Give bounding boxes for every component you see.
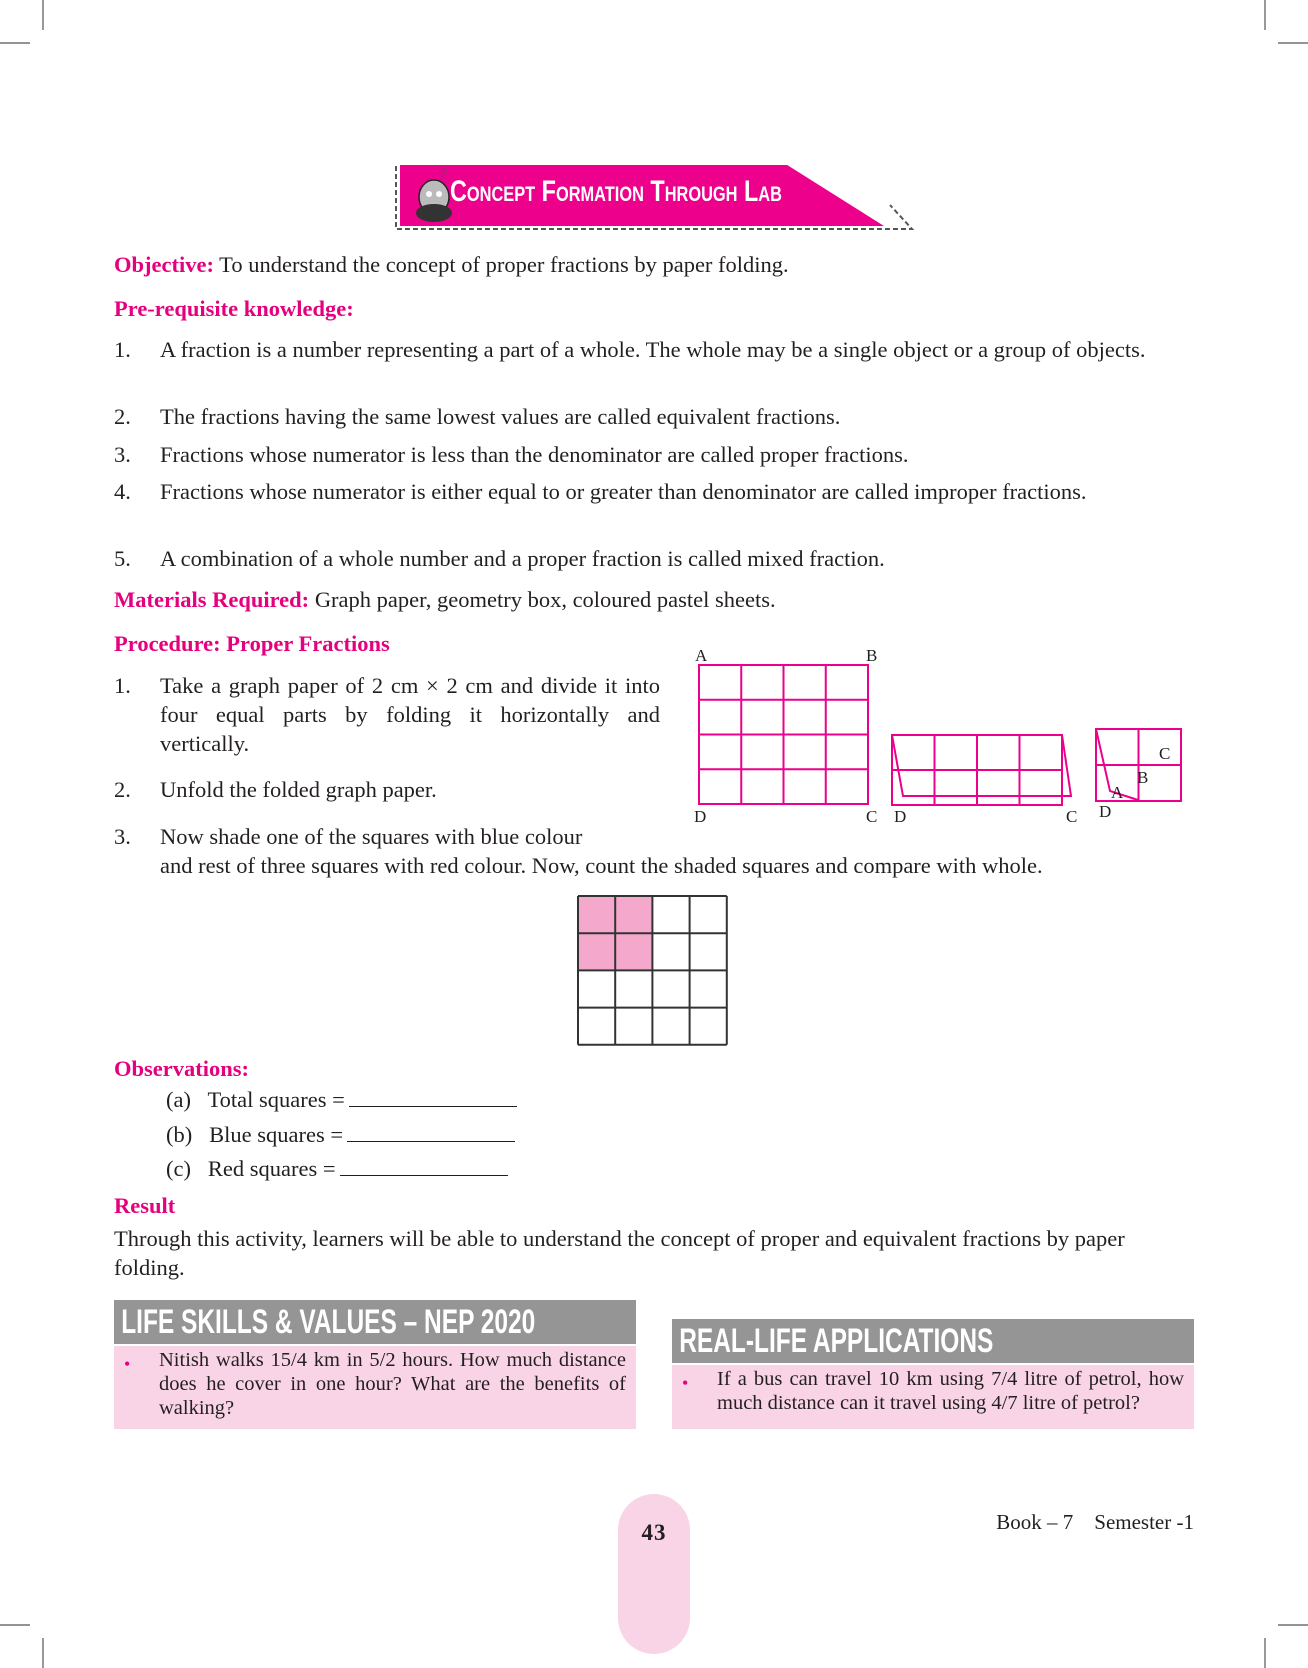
item-number: 2. xyxy=(114,777,131,802)
shaded-cell xyxy=(578,896,615,933)
item-text: Unfold the folded graph paper. xyxy=(160,777,437,802)
answer-blank[interactable] xyxy=(347,1123,515,1142)
item-text: A fraction is a number representing a part of a whole. The whole may be a single object or a group of objects. xyxy=(160,337,1146,362)
label-b-small: B xyxy=(1137,768,1149,787)
page-number: 43 xyxy=(641,1520,667,1545)
item-number: 5. xyxy=(114,546,131,571)
procedure-item xyxy=(114,671,660,758)
observation-text: Red squares = xyxy=(207,1156,336,1181)
item-text-line: Now shade one of the squares with blue colour xyxy=(160,824,583,849)
result-text: Through this activity, learners will be able to understand the concept of proper and equivalent fractions by paper folding. xyxy=(114,1226,1125,1280)
observation-item xyxy=(166,1085,517,1115)
item-text: The fractions having the same lowest values are called equivalent fractions. xyxy=(160,404,841,429)
item-number: 3. xyxy=(114,824,131,849)
materials-text: Graph paper, geometry box, coloured pastel sheets. xyxy=(309,587,776,612)
life-skills-text: Nitish walks 15/4 km in 5/2 hours. How much distance does he cover in one hour? What are the benefits of walking? xyxy=(159,1349,626,1419)
objective-text: To understand the concept of proper fractions by paper folding. xyxy=(213,252,789,277)
observation-text: Blue squares = xyxy=(209,1122,344,1147)
result-heading: Result xyxy=(114,1193,176,1218)
real-life-text: If a bus can travel 10 km using 7/4 litre of petrol, how much distance can it travel using 4/7 litre of petrol? xyxy=(717,1368,1184,1414)
observation-key: (c) xyxy=(166,1156,191,1181)
observation-item xyxy=(166,1154,508,1184)
real-life-body xyxy=(672,1365,1194,1429)
observation-key: (a) xyxy=(166,1087,191,1112)
label-c: C xyxy=(866,807,878,826)
objective xyxy=(114,250,1194,279)
shaded-cell xyxy=(578,933,615,970)
shaded-grid xyxy=(578,896,727,1045)
section-banner xyxy=(400,165,912,228)
item-number: 4. xyxy=(114,479,131,504)
life-skills-title: LIFE SKILLS & VALUES – NEP 2020 xyxy=(121,1303,536,1341)
procedure-item xyxy=(114,822,1194,880)
shaded-cell xyxy=(615,896,652,933)
label-d: D xyxy=(694,807,707,826)
item-text: A combination of a whole number and a proper fraction is called mixed fraction. xyxy=(160,546,885,571)
item-number: 2. xyxy=(114,404,131,429)
bullet-icon: • xyxy=(124,1354,131,1374)
prerequisite-heading: Pre-requisite knowledge: xyxy=(114,296,354,321)
label-d-small: D xyxy=(1099,802,1112,821)
observation-item xyxy=(166,1120,515,1150)
materials-label: Materials Required: xyxy=(114,587,310,612)
item-number: 1. xyxy=(114,673,131,698)
prerequisite-item xyxy=(114,440,1194,469)
item-text: Fractions whose numerator is less than the denominator are called proper fractions. xyxy=(160,442,909,467)
label-b: B xyxy=(866,646,878,665)
item-text-line: and rest of three squares with red colour. Now, count the shaded squares and compare with whole. xyxy=(160,853,1043,878)
label-c-mid: C xyxy=(1066,807,1078,826)
folding-diagrams xyxy=(699,665,1181,805)
page-number-tab xyxy=(618,1494,690,1654)
label-a: A xyxy=(695,646,708,665)
procedure-heading: Procedure: Proper Fractions xyxy=(114,631,390,656)
svg-text:?: ? xyxy=(440,167,448,183)
banner-title: Concept Formation Through Lab xyxy=(450,175,782,208)
prerequisite-item xyxy=(114,544,1194,573)
prerequisite-item xyxy=(114,477,1194,506)
book-label: Book – 7 xyxy=(996,1510,1074,1534)
item-text: Take a graph paper of 2 cm × 2 cm and divide it into four equal parts by folding it horizontally and vertically. xyxy=(160,673,660,756)
procedure-item xyxy=(114,775,660,804)
real-life-title: REAL-LIFE APPLICATIONS xyxy=(679,1322,994,1360)
answer-blank[interactable] xyxy=(349,1088,517,1107)
item-text: Fractions whose numerator is either equal to or greater than denominator are called improper fractions. xyxy=(160,479,1087,504)
observation-text: Total squares = xyxy=(207,1087,345,1112)
item-text xyxy=(160,822,1194,880)
real-life-header xyxy=(672,1319,1194,1363)
half-fold-flap xyxy=(892,735,1071,796)
life-skills-body xyxy=(114,1346,636,1429)
thinking-character-icon xyxy=(414,167,454,225)
objective-label: Objective: xyxy=(114,252,214,277)
footer-book-info xyxy=(996,1510,1194,1535)
life-skills-header xyxy=(114,1300,636,1344)
label-c-small: C xyxy=(1159,744,1171,763)
label-a-small: A xyxy=(1111,783,1124,802)
observation-key: (b) xyxy=(166,1122,193,1147)
label-d-mid: D xyxy=(894,807,907,826)
semester-label: Semester -1 xyxy=(1094,1510,1194,1534)
bullet-icon: • xyxy=(682,1373,689,1393)
shaded-cell xyxy=(615,933,652,970)
observations-heading: Observations: xyxy=(114,1056,249,1081)
prerequisite-item xyxy=(114,402,1194,431)
prerequisite-item xyxy=(114,335,1194,364)
materials xyxy=(114,585,1194,614)
answer-blank[interactable] xyxy=(340,1157,508,1176)
item-number: 1. xyxy=(114,337,131,362)
item-number: 3. xyxy=(114,442,131,467)
